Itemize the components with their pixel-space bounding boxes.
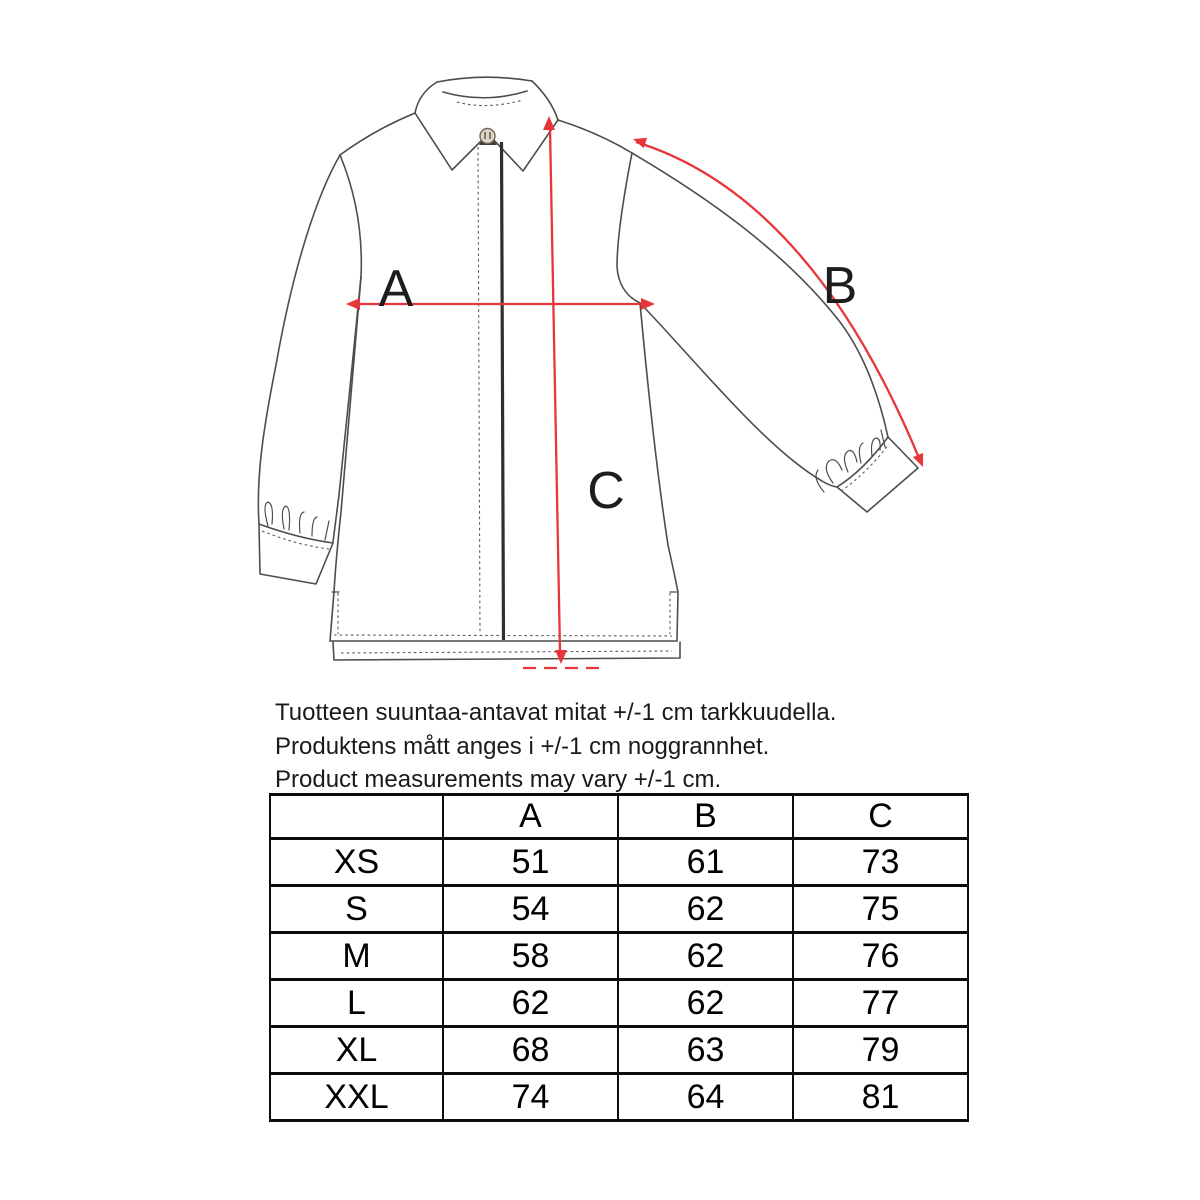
table-row	[270, 839, 968, 886]
value-cell: 58	[443, 933, 618, 980]
value-cell: 63	[618, 1027, 793, 1074]
measurement-label-a: A	[378, 260, 414, 318]
value-cell: 75	[793, 886, 968, 933]
table-header-row	[270, 795, 968, 839]
collar-button	[479, 129, 497, 146]
table-corner-cell	[270, 795, 443, 839]
value-cell: 74	[443, 1074, 618, 1121]
size-cell: M	[270, 933, 443, 980]
value-cell: 62	[618, 933, 793, 980]
collar	[415, 77, 558, 171]
left-sleeve	[258, 155, 361, 584]
value-cell: 79	[793, 1027, 968, 1074]
right-cuff	[837, 437, 918, 512]
value-cell: 81	[793, 1074, 968, 1121]
size-cell: XXL	[270, 1074, 443, 1121]
table-row	[270, 980, 968, 1027]
value-cell: 62	[443, 980, 618, 1027]
column-header-b: B	[618, 795, 793, 839]
column-header-c: C	[793, 795, 968, 839]
measurement-arrow-c	[523, 116, 601, 668]
value-cell: 73	[793, 839, 968, 886]
value-cell: 76	[793, 933, 968, 980]
tolerance-text-block	[275, 696, 836, 797]
value-cell: 61	[618, 839, 793, 886]
value-cell: 64	[618, 1074, 793, 1121]
left-cuff-gathers	[265, 502, 329, 540]
right-side-seam	[640, 303, 678, 641]
table-row	[270, 1074, 968, 1121]
value-cell: 54	[443, 886, 618, 933]
value-cell: 68	[443, 1027, 618, 1074]
tolerance-line-en: Product measurements may vary +/-1 cm.	[275, 766, 722, 793]
table-row	[270, 886, 968, 933]
measurement-arrow-b	[633, 138, 923, 467]
right-sleeve	[617, 153, 918, 512]
size-cell: S	[270, 886, 443, 933]
value-cell: 77	[793, 980, 968, 1027]
right-shoulder-seam	[558, 120, 632, 153]
measurement-label-c: C	[587, 462, 625, 520]
tolerance-line-sv: Produktens mått anges i +/-1 cm noggrannhet.	[275, 732, 770, 760]
column-header-a: A	[443, 795, 618, 839]
shirt-outline	[258, 77, 918, 660]
table-row	[270, 933, 968, 980]
size-cell: XS	[270, 839, 443, 886]
measurement-label-b: B	[822, 257, 858, 315]
front-placket	[478, 142, 504, 640]
size-table	[269, 793, 969, 1122]
tolerance-line-fi: Tuotteen suuntaa-antavat mitat +/-1 cm tarkkuudella.	[275, 699, 837, 726]
left-shoulder-seam	[340, 113, 415, 155]
value-cell: 62	[618, 886, 793, 933]
size-cell: XL	[270, 1027, 443, 1074]
size-cell: L	[270, 980, 443, 1027]
left-side-seam	[330, 277, 361, 641]
value-cell: 51	[443, 839, 618, 886]
left-cuff	[259, 524, 333, 584]
value-cell: 62	[618, 980, 793, 1027]
table-row	[270, 1027, 968, 1074]
